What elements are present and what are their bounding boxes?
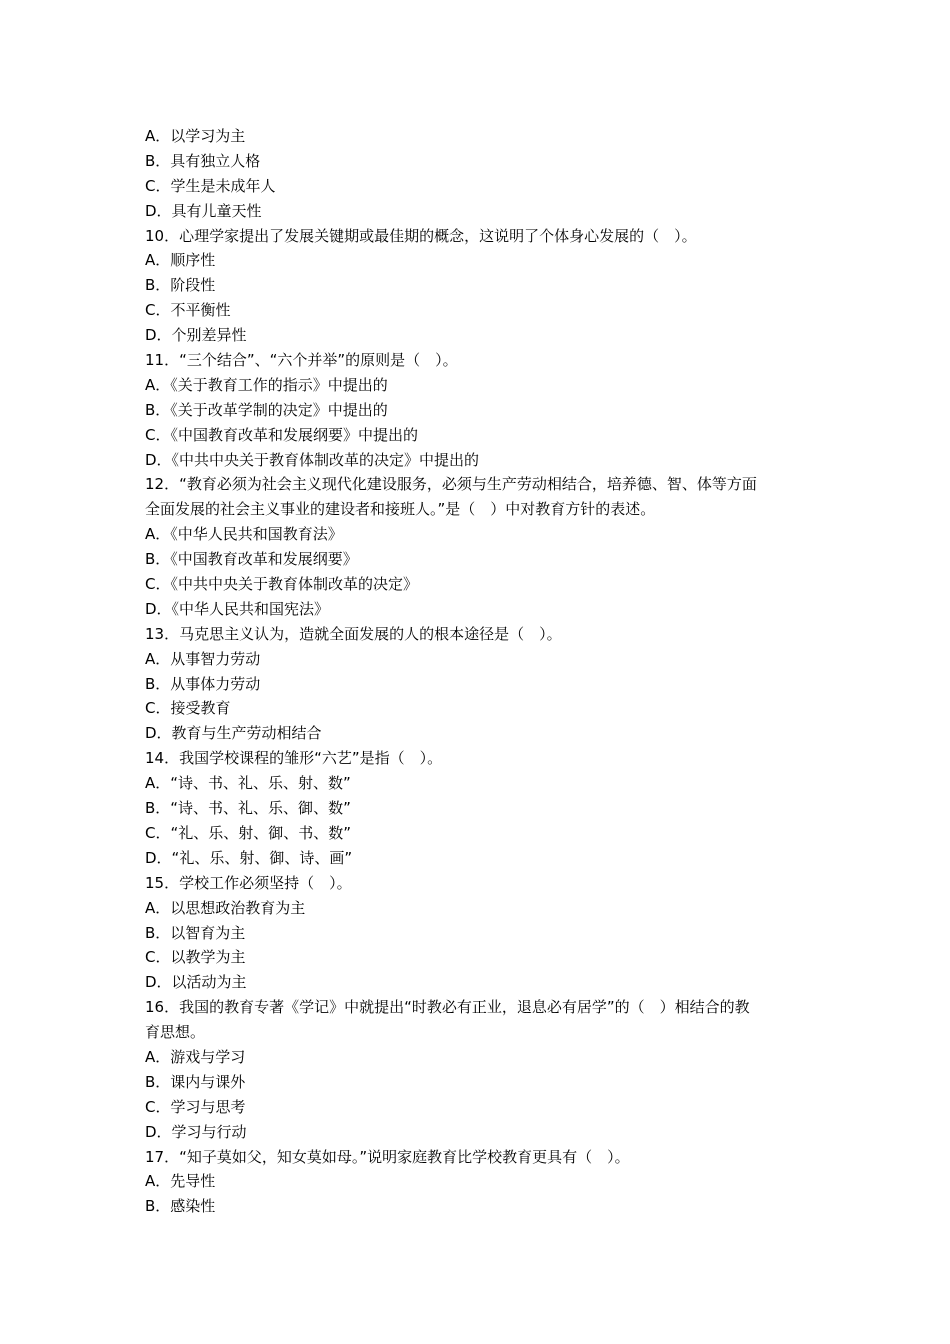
option-line: B．“诗、书、礼、乐、御、数” (145, 799, 351, 818)
question-line: 16．我国的教育专著《学记》中就提出“时教必有正业，退息必有居学”的（ ）相结合的教 (145, 998, 750, 1017)
option-line: B．课内与课外 (145, 1072, 246, 1091)
option-line: C．以教学为主 (145, 948, 246, 967)
question-line: 14．我国学校课程的雏形“六艺”是指（ ）。 (145, 749, 443, 768)
option-line: C．“礼、乐、射、御、书、数” (145, 823, 352, 842)
option-line: B．《中国教育改革和发展纲要》 (145, 550, 358, 569)
option-line: D．具有儿童天性 (145, 201, 262, 220)
question-line-continued: 全面发展的社会主义事业的建设者和接班人。”是（ ）中对教育方针的表述。 (145, 500, 656, 519)
option-line: A．以思想政治教育为主 (145, 898, 306, 917)
option-line: A．先导性 (145, 1172, 216, 1191)
question-line-continued: 育思想。 (145, 1023, 206, 1042)
option-line: C．《中国教育改革和发展纲要》中提出的 (145, 425, 418, 444)
question-line: 15．学校工作必须坚持（ ）。 (145, 873, 352, 892)
document-page (145, 124, 815, 1219)
question-line: 11．“三个结合”、“六个并举”的原则是（ ）。 (145, 351, 458, 370)
option-line: D．《中共中央关于教育体制改革的决定》中提出的 (145, 450, 480, 469)
option-line: D．学习与行动 (145, 1122, 247, 1141)
option-line: A．顺序性 (145, 251, 216, 270)
option-line: B．具有独立人格 (145, 151, 261, 170)
option-line: D．以活动为主 (145, 973, 247, 992)
option-line: A．以学习为主 (145, 127, 246, 145)
option-line: B．《关于改革学制的决定》中提出的 (145, 400, 388, 419)
question-line: 17．“知子莫如父，知女莫如母。”说明家庭教育比学校教育更具有（ ）。 (145, 1147, 630, 1166)
option-line: A．《中华人民共和国教育法》 (145, 525, 343, 544)
option-line: C．接受教育 (145, 699, 231, 718)
question-line: 10．心理学家提出了发展关键期或最佳期的概念，这说明了个体身心发展的（ ）。 (145, 226, 697, 245)
option-line: D．《中华人民共和国宪法》 (145, 599, 330, 618)
option-line: D．“礼、乐、射、御、诗、画” (145, 848, 353, 867)
option-line: A．从事智力劳动 (145, 649, 261, 668)
question-line: 12．“教育必须为社会主义现代化建设服务，必须与生产劳动相结合，培养德、智、体等方面 (145, 475, 757, 494)
option-line: B．从事体力劳动 (145, 674, 261, 693)
option-line: C．学生是未成年人 (145, 176, 276, 195)
option-line: A．“诗、书、礼、乐、射、数” (145, 774, 351, 793)
option-line: B．以智育为主 (145, 923, 246, 942)
option-line: C．《中共中央关于教育体制改革的决定》 (145, 575, 418, 594)
option-line: D．教育与生产劳动相结合 (145, 724, 322, 743)
option-line: A．游戏与学习 (145, 1047, 246, 1066)
option-line: B．感染性 (145, 1197, 216, 1216)
option-line: C．不平衡性 (145, 301, 231, 320)
option-line: B．阶段性 (145, 276, 216, 295)
option-line: C．学习与思考 (145, 1097, 246, 1116)
option-line: D．个别差异性 (145, 326, 247, 345)
option-line: A．《关于教育工作的指示》中提出的 (145, 375, 388, 394)
question-line: 13．马克思主义认为，造就全面发展的人的根本途径是（ ）。 (145, 624, 562, 643)
